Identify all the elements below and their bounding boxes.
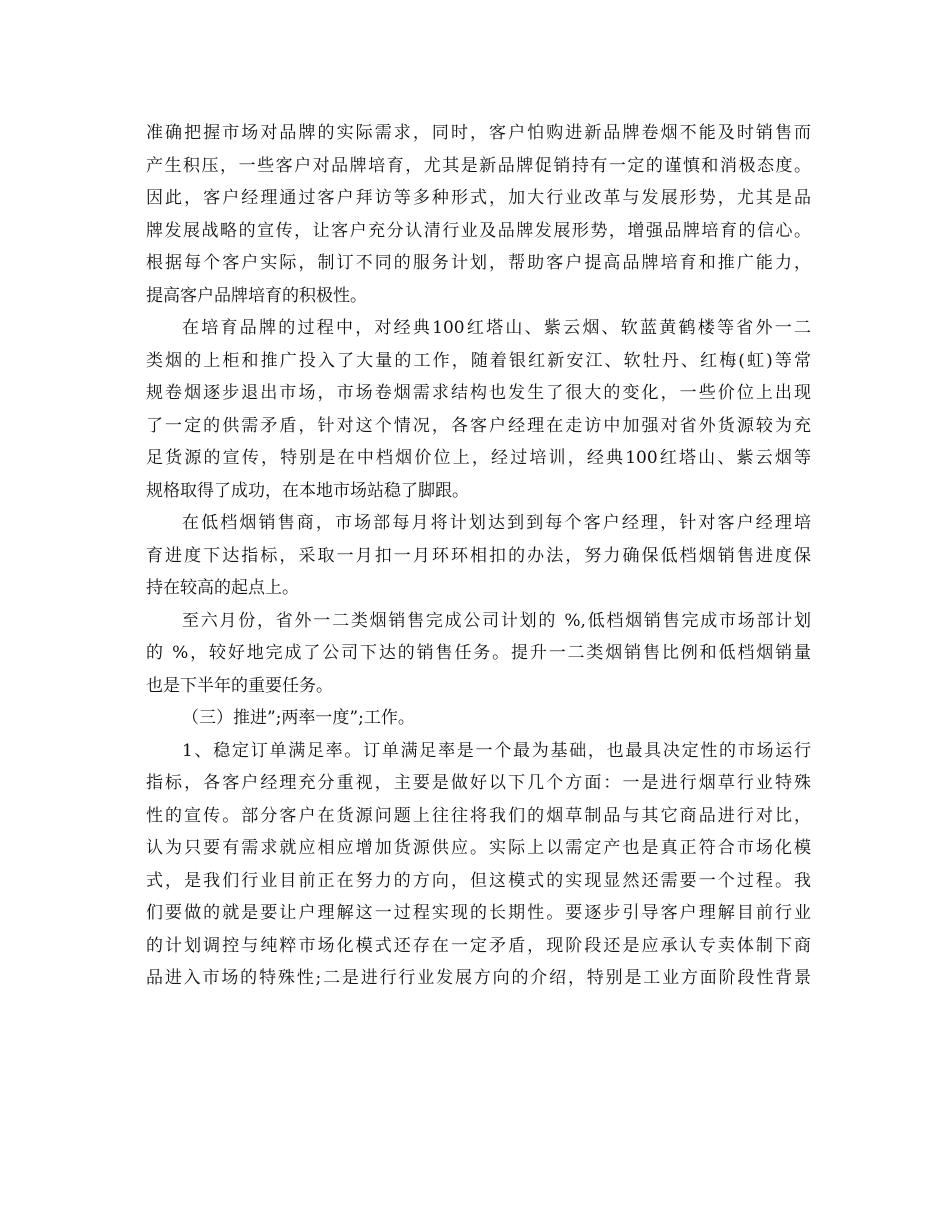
text-line: 根据每个客户实际，制订不同的服务计划，帮助客户提高品牌培育和推广能力，	[146, 253, 811, 273]
text-line: 也是下半年的重要任务。	[146, 675, 333, 696]
text-line: 规格取得了成功，在本地市场站稳了脚跟。	[146, 480, 469, 501]
text-line: 类烟的上柜和推广投入了大量的工作，随着银红新安江、软牡丹、红梅(虹)等常	[146, 350, 811, 371]
text-line: 产生积压，一些客户对品牌培育，尤其是新品牌促销持有一定的谨慎和消极态度。	[146, 155, 811, 176]
document-body	[146, 117, 811, 995]
text-line: 式，是我们行业目前正在努力的方向，但这模式的实现显然还需要一个过程。我	[146, 870, 811, 891]
text-line: 品进入市场的特殊性;二是进行行业发展方向的介绍，特别是工业方面阶段性背景	[146, 968, 811, 988]
text-line: 因此，客户经理通过客户拜访等多种形式，加大行业改革与发展形势，尤其是品	[146, 188, 811, 208]
text-line: 育进度下达指标，采取一月扣一月环环相扣的办法，努力确保低档烟销售进度保	[146, 545, 811, 566]
text-line: 持在较高的起点上。	[146, 578, 299, 598]
text-line: 在低档烟销售商，市场部每月将计划达到到每个客户经理，针对客户经理培	[182, 513, 811, 533]
text-line: 在培育品牌的过程中，对经典100红塔山、紫云烟、软蓝黄鹤楼等省外一二	[182, 318, 811, 338]
text-line: 足货源的宣传，特别是在中档烟价位上，经过培训，经典100红塔山、紫云烟等	[146, 448, 811, 468]
text-line: 认为只要有需求就应相应增加货源供应。实际上以需定产也是真正符合市场化模	[146, 838, 811, 858]
text-line: 规卷烟逐步退出市场，市场卷烟需求结构也发生了很大的变化，一些价位上出现	[146, 383, 811, 403]
text-line: 们要做的就是要让户理解这一过程实现的长期性。要逐步引导客户理解目前行业	[146, 903, 811, 923]
text-line: 1、稳定订单满足率。订单满足率是一个最为基础，也最具决定性的市场运行	[182, 740, 811, 761]
text-line: 的计划调控与纯粹市场化模式还存在一定矛盾，现阶段还是应承认专卖体制下商	[146, 935, 811, 956]
text-line: 提高客户品牌培育的积极性。	[146, 285, 367, 306]
text-line: 了一定的供需矛盾，针对这个情况，各客户经理在走访中加强对省外货源较为充	[146, 415, 811, 436]
text-line: 性的宣传。部分客户在货源问题上往往将我们的烟草制品与其它商品进行对比，	[146, 805, 811, 826]
text-line: 的 %，较好地完成了公司下达的销售任务。提升一二类烟销售比例和低档烟销量	[146, 643, 811, 663]
text-line: 指标，各客户经理充分重视，主要是做好以下几个方面：一是进行烟草行业特殊	[146, 773, 811, 793]
text-line: 至六月份，省外一二类烟销售完成公司计划的 %,低档烟销售完成市场部计划	[182, 610, 811, 631]
text-line: 准确把握市场对品牌的实际需求，同时，客户怕购进新品牌卷烟不能及时销售而	[146, 123, 811, 143]
text-line: （三）推进”;两率一度”;工作。	[182, 708, 415, 728]
text-line: 牌发展战略的宣传，让客户充分认清行业及品牌发展形势，增强品牌培育的信心。	[146, 220, 811, 241]
